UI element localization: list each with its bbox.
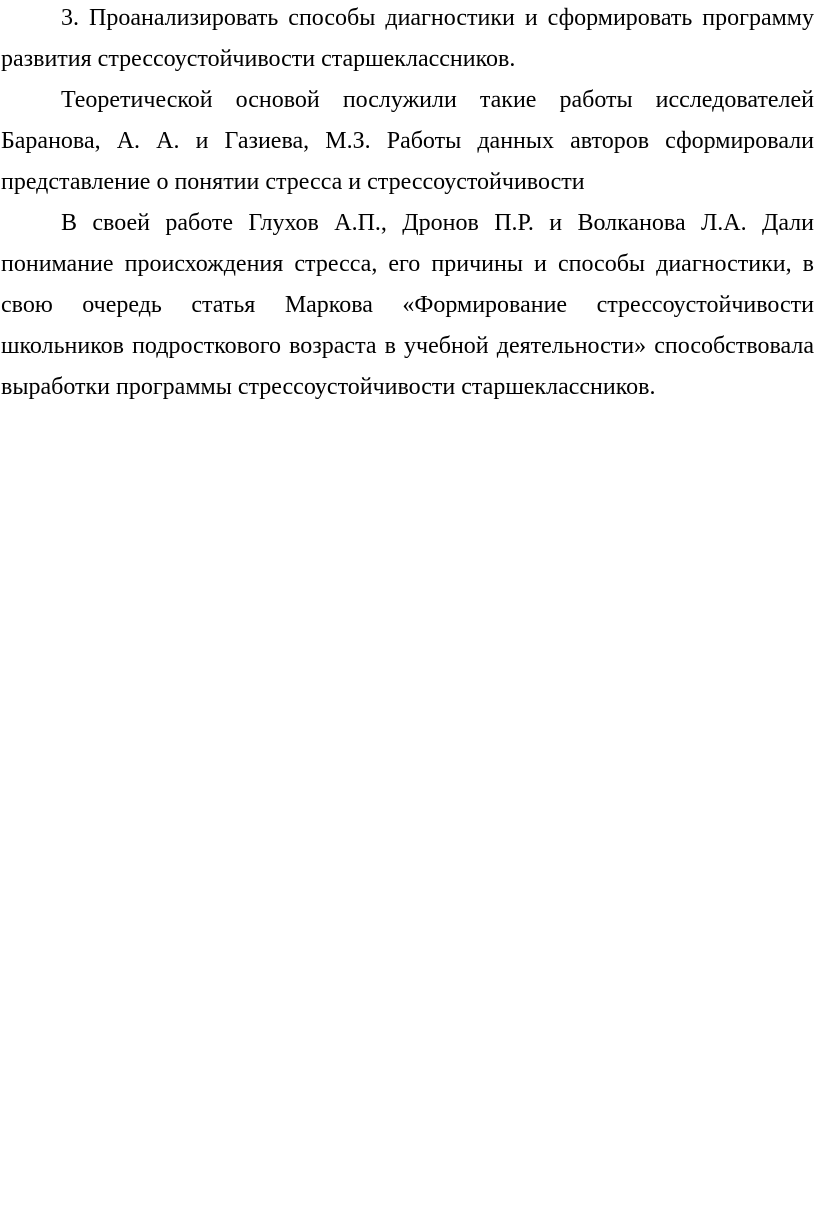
paragraph-literature-review: В своей работе Глухов А.П., Дронов П.Р. и Волканова Л.А. Дали понимание происхождения стресса, его причины и способы диагностики, в свою очередь статья Маркова «Формирование стрессоустойчивости школьников подросткового возраста в учебной деятельности» способствовала выработки программы стрессоустойчивости старшеклассников.: [1, 210, 814, 400]
paragraph-theoretical-basis: Теоретической основой послужили такие работы исследователей Баранова, А. А. и Газиева, М.З. Работы данных авторов сформировали представление о понятии стресса и стрессоустойчивости: [1, 87, 814, 195]
paragraph-task-3: 3. Проанализировать способы диагностики и сформировать программу развития стрессоустойчивости старшеклассников.: [1, 5, 814, 72]
